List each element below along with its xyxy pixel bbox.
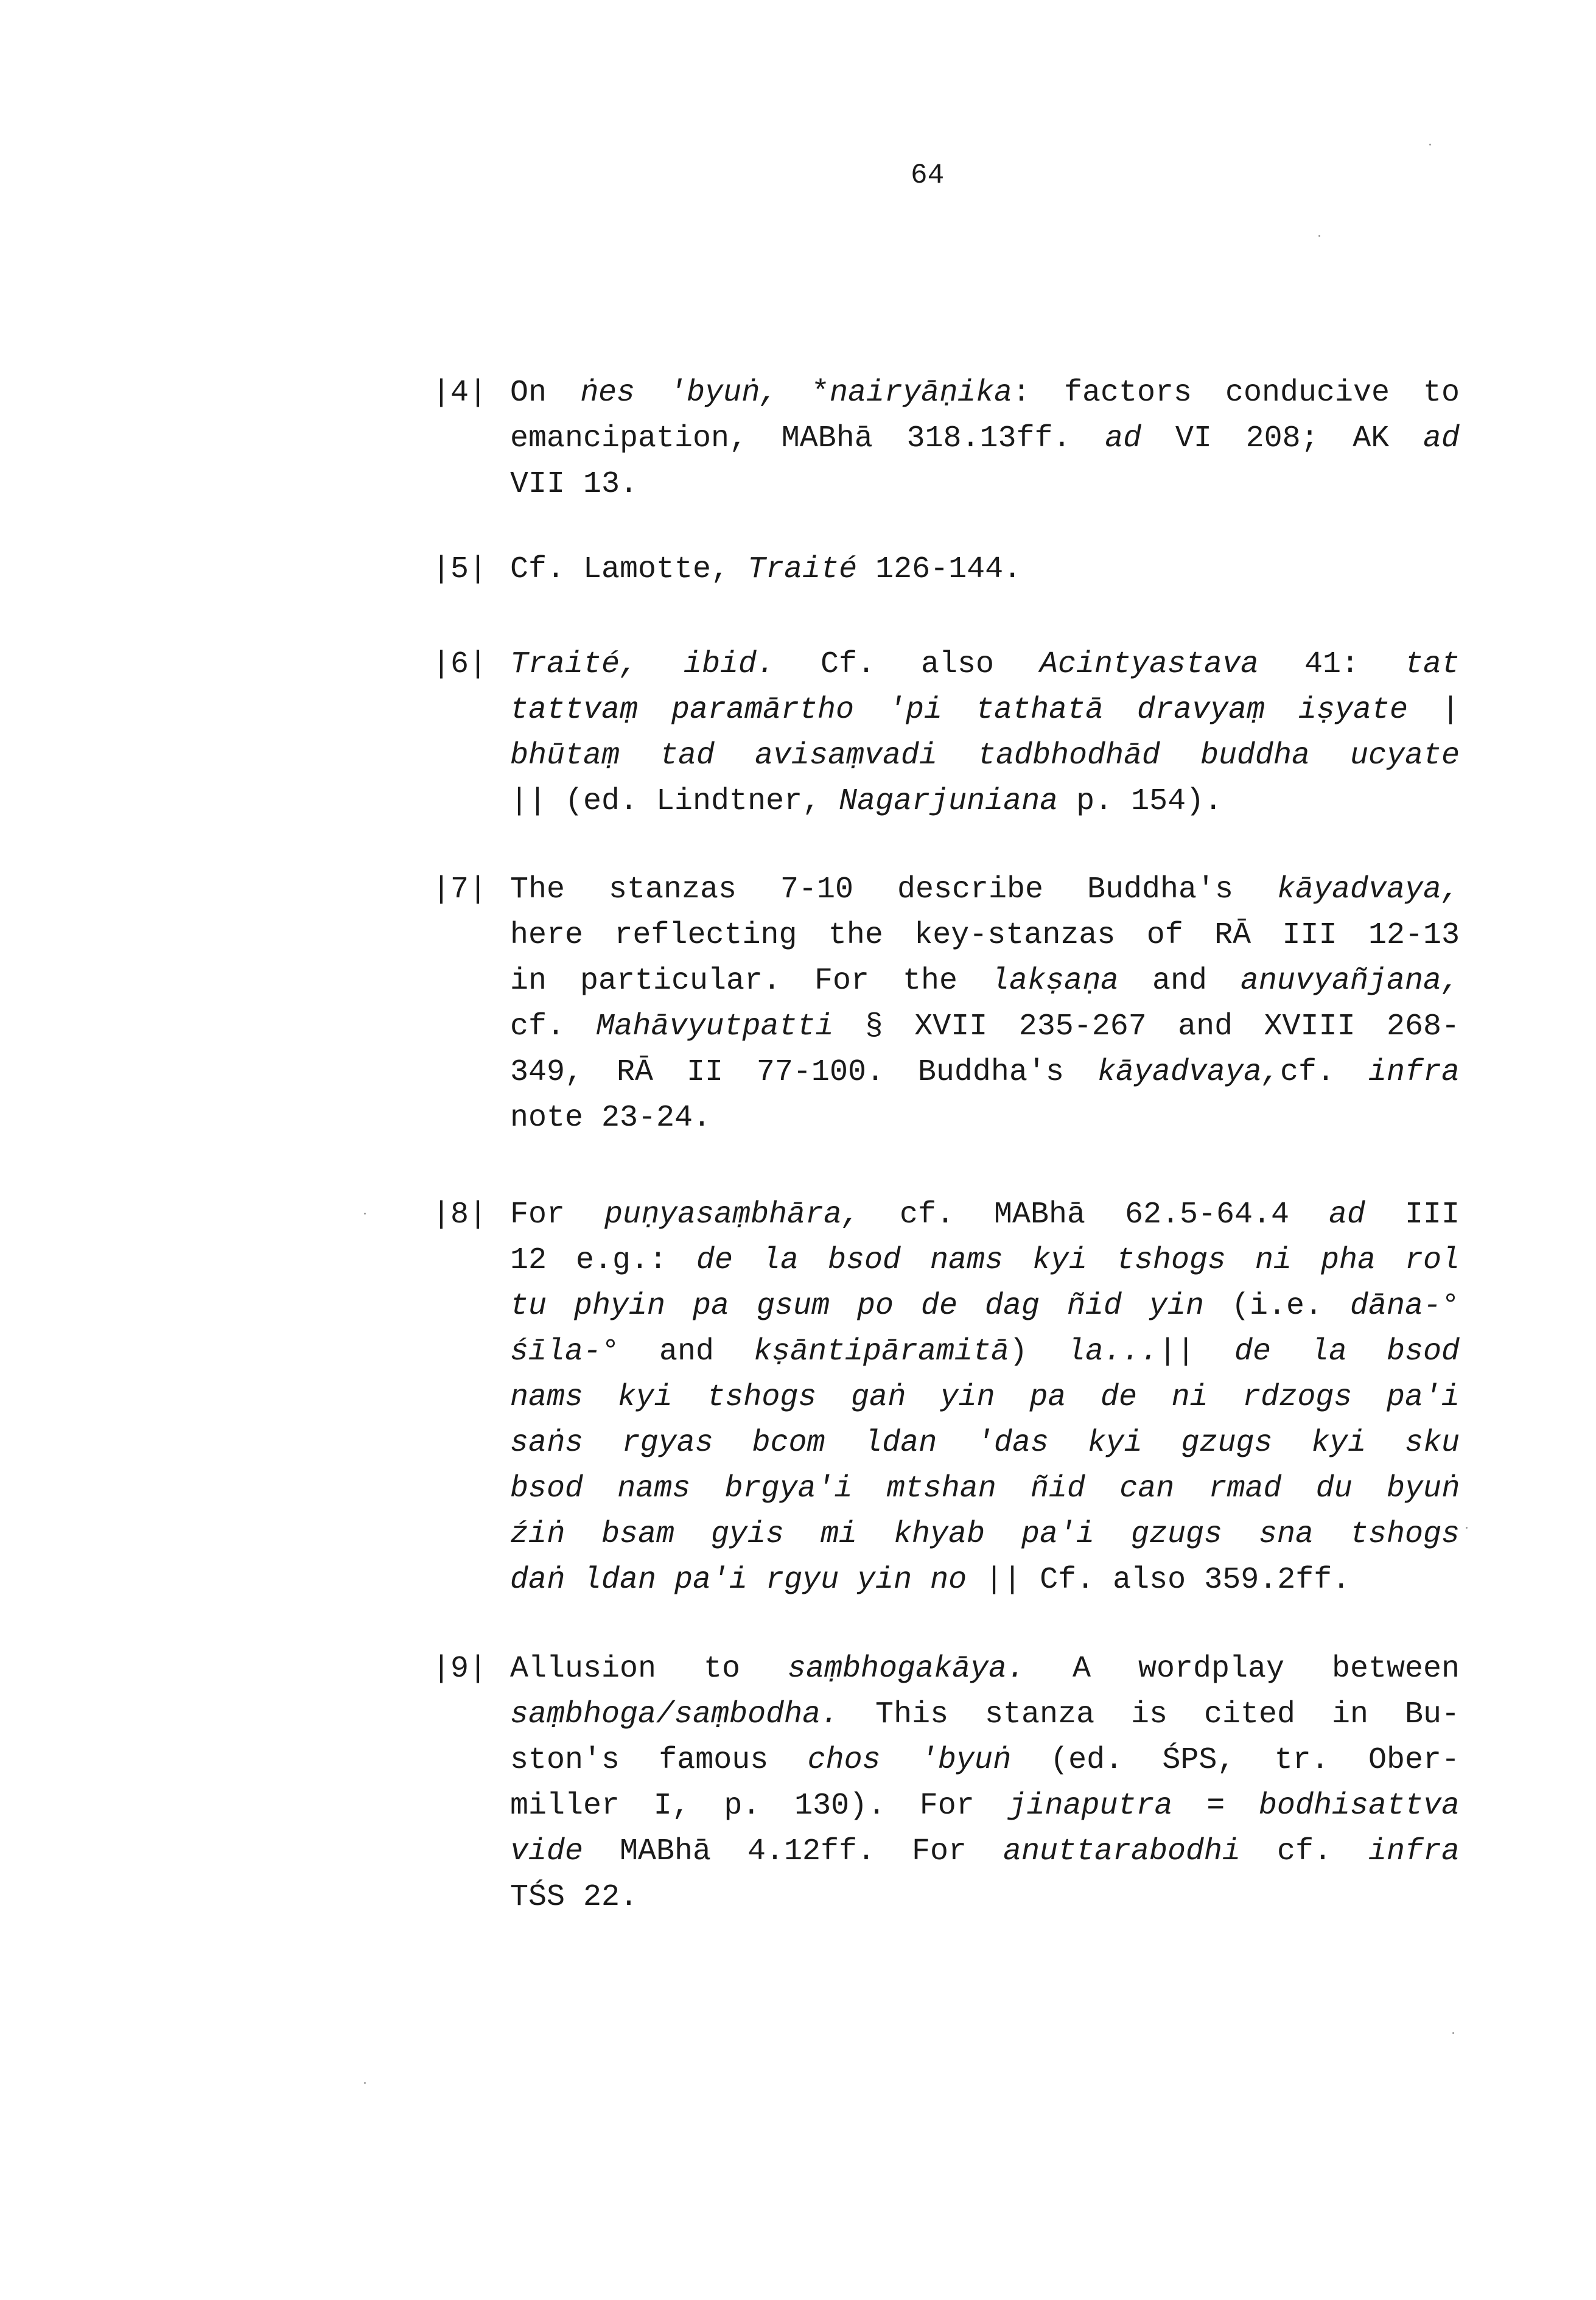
italic-run: bsod nams brgya'i mtshan ñid can rmad du byuṅ: [510, 1471, 1460, 1506]
text-run: III: [1365, 1197, 1460, 1232]
italic-run: daṅ ldan pa'i rgyu yin no: [510, 1563, 967, 1597]
italic-run: kṣāntipāramitā: [753, 1334, 1010, 1369]
text-run: note 23-24.: [510, 1101, 712, 1135]
text-run: For: [510, 1197, 604, 1232]
text-run: MABhā 4.12ff. For: [583, 1834, 1003, 1869]
text-run: emancipation, MABhā 318.13ff.: [510, 421, 1105, 456]
footnote-line: [510, 1512, 1460, 1557]
italic-run: śīla-: [510, 1334, 602, 1369]
scan-speck: [1318, 235, 1320, 237]
text-run: TŚS 22.: [510, 1880, 639, 1915]
scan-speck: [1429, 144, 1431, 146]
scan-speck: [364, 1213, 366, 1215]
footnote-line: [510, 1050, 1460, 1095]
italic-run: de la bsod: [1234, 1334, 1460, 1369]
footnote-number: |6|: [432, 647, 488, 682]
italic-run: ad: [1329, 1197, 1366, 1232]
footnote-9: [432, 1646, 1460, 1920]
italic-run: saṃbhogakāya.: [787, 1652, 1026, 1686]
footnote-7: [432, 867, 1460, 1141]
italic-run: kāyadvaya,: [1276, 872, 1460, 907]
text-run: in particular. For the: [510, 964, 991, 998]
footnote-text: [510, 1192, 1460, 1603]
text-run: ||: [1158, 1334, 1235, 1369]
italic-run: infra: [1368, 1834, 1460, 1869]
italic-run: ad: [1423, 421, 1460, 456]
footnote-line: [510, 958, 1460, 1004]
text-run: || Cf. also 359.2ff.: [967, 1563, 1351, 1597]
text-run: The stanzas 7-10 describe Buddha's: [510, 872, 1277, 907]
italic-run: de la bsod nams kyi tshogs ni pha rol: [696, 1243, 1460, 1278]
text-run: Cf. Lamotte,: [510, 552, 748, 587]
italic-run: Nagarjuniana: [839, 784, 1059, 819]
footnote-number: |7|: [432, 872, 488, 907]
text-run: here reflecting the key-stanzas of RĀ III 12-13: [510, 918, 1460, 953]
footnote-line: [510, 1692, 1460, 1737]
footnote-line: [510, 1095, 1460, 1141]
italic-run: jinaputra = bodhisattva: [1008, 1789, 1460, 1823]
italic-run: nams kyi tshogs gaṅ yin pa de ni rdzogs pa'i: [510, 1380, 1460, 1415]
footnote-text: [510, 642, 1460, 824]
italic-run: Mahāvyutpatti: [596, 1009, 834, 1044]
footnote-text: [510, 547, 1460, 592]
text-run: (ed. ŚPS, tr. Ober-: [1010, 1743, 1460, 1778]
italic-run: nairyāṇika: [829, 376, 1013, 410]
footnote-line: [510, 1283, 1460, 1329]
italic-run: bhūtaṃ tad avisaṃvadi tadbhodhād buddha ucyate: [510, 738, 1460, 773]
footnote-line: [510, 1192, 1460, 1238]
italic-run: kāyadvaya,: [1097, 1055, 1280, 1090]
text-run: 126-144.: [857, 552, 1022, 587]
footnote-number: |5|: [432, 552, 488, 587]
text-run: ° and: [601, 1334, 754, 1369]
text-run: °: [1441, 1289, 1460, 1324]
text-run: || (ed. Lindtner,: [510, 784, 839, 819]
italic-run: Traité, ibid.: [510, 647, 775, 682]
text-run: cf.: [1279, 1055, 1368, 1090]
italic-run: vide: [510, 1834, 584, 1869]
italic-run: ad: [1105, 421, 1142, 456]
text-run: miller I, p. 130). For: [510, 1789, 1009, 1823]
italic-run: chos 'byuṅ: [807, 1743, 1011, 1778]
scan-speck: [1452, 2032, 1454, 2034]
footnote-line: [510, 416, 1460, 461]
text-run: 349, RĀ II 77-100. Buddha's: [510, 1055, 1097, 1090]
italic-run: la...: [1067, 1334, 1159, 1369]
italic-run: saṅs rgyas bcom ldan 'das kyi gzugs kyi sku: [510, 1426, 1460, 1460]
text-run: : factors conducive to: [1012, 376, 1460, 410]
text-run: cf.: [510, 1009, 597, 1044]
footnote-line: [510, 1783, 1460, 1829]
footnote-line: [510, 1375, 1460, 1420]
italic-run: puṇyasaṃbhāra,: [604, 1197, 861, 1232]
footnote-line: [510, 461, 1460, 507]
italic-run: ṅes 'byuṅ,: [579, 376, 778, 410]
footnote-line: [510, 1557, 1460, 1603]
text-run: *: [778, 376, 830, 410]
scan-speck: [364, 2082, 366, 2084]
text-run: 41:: [1259, 647, 1405, 682]
footnote-line: [510, 642, 1460, 687]
text-run: p. 154).: [1058, 784, 1223, 819]
italic-run: tu phyin pa gsum po de dag ñid yin: [510, 1289, 1204, 1324]
text-run: Cf. also: [775, 647, 1040, 682]
footnote-line: [510, 1646, 1460, 1692]
footnote-line: [510, 779, 1460, 824]
italic-run: tattvaṃ paramārtho 'pi tathatā dravyaṃ iṣyate: [510, 693, 1409, 728]
footnote-6: [432, 642, 1460, 824]
footnote-text: [510, 370, 1460, 507]
footnote-line: [510, 1238, 1460, 1283]
text-run: and: [1118, 964, 1241, 998]
text-run: ston's famous: [510, 1743, 808, 1778]
footnote-line: [510, 1420, 1460, 1466]
footnote-5: [432, 547, 1460, 592]
italic-run: anuttarabodhi: [1003, 1834, 1241, 1869]
footnote-line: [510, 867, 1460, 913]
text-run: 12 e.g.:: [510, 1243, 696, 1278]
text-run: On: [510, 376, 580, 410]
footnote-line: [510, 1466, 1460, 1512]
footnote-line: [510, 370, 1460, 416]
italic-run: źiṅ bsam gyis mi khyab pa'i gzugs sna tshogs: [510, 1517, 1460, 1552]
footnote-line: [510, 733, 1460, 779]
text-run: VII 13.: [510, 467, 639, 502]
text-run: § XVII 235-267 and XVIII 268-: [833, 1009, 1460, 1044]
page-number: 64: [911, 160, 945, 191]
text-run: This stanza is cited in Bu-: [839, 1697, 1460, 1732]
text-run: ): [1009, 1334, 1068, 1369]
italic-run: dāna-: [1349, 1289, 1441, 1324]
italic-run: anuvyañjana,: [1240, 964, 1460, 998]
text-run: (i.e.: [1203, 1289, 1350, 1324]
italic-run: infra: [1368, 1055, 1460, 1090]
footnote-number: |9|: [432, 1652, 488, 1686]
footnote-line: [510, 913, 1460, 958]
italic-run: Acintyastava: [1039, 647, 1259, 682]
text-run: Allusion to: [510, 1652, 788, 1686]
footnote-line: [510, 1004, 1460, 1050]
footnote-text: [510, 1646, 1460, 1920]
footnote-line: [510, 547, 1460, 592]
footnote-text: [510, 867, 1460, 1141]
italic-run: tat: [1404, 647, 1460, 682]
italic-run: Traité: [747, 552, 858, 587]
footnote-4: [432, 370, 1460, 507]
footnote-line: [510, 1874, 1460, 1920]
italic-run: lakṣaṇa: [990, 964, 1119, 998]
footnote-number: |4|: [432, 376, 488, 410]
text-run: cf. MABhā 62.5-64.4: [860, 1197, 1329, 1232]
footnote-8: [432, 1192, 1460, 1603]
text-run: A wordplay between: [1025, 1652, 1460, 1686]
footnote-number: |8|: [432, 1197, 488, 1232]
footnote-line: [510, 1329, 1460, 1375]
italic-run: saṃbhoga/saṃbodha.: [510, 1697, 839, 1732]
footnote-line: [510, 1829, 1460, 1874]
scan-speck: [1466, 1527, 1468, 1529]
text-run: VI 208; AK: [1141, 421, 1423, 456]
text-run: cf.: [1241, 1834, 1368, 1869]
footnote-line: [510, 1737, 1460, 1783]
footnote-line: [510, 687, 1460, 733]
text-run: |: [1408, 693, 1460, 728]
